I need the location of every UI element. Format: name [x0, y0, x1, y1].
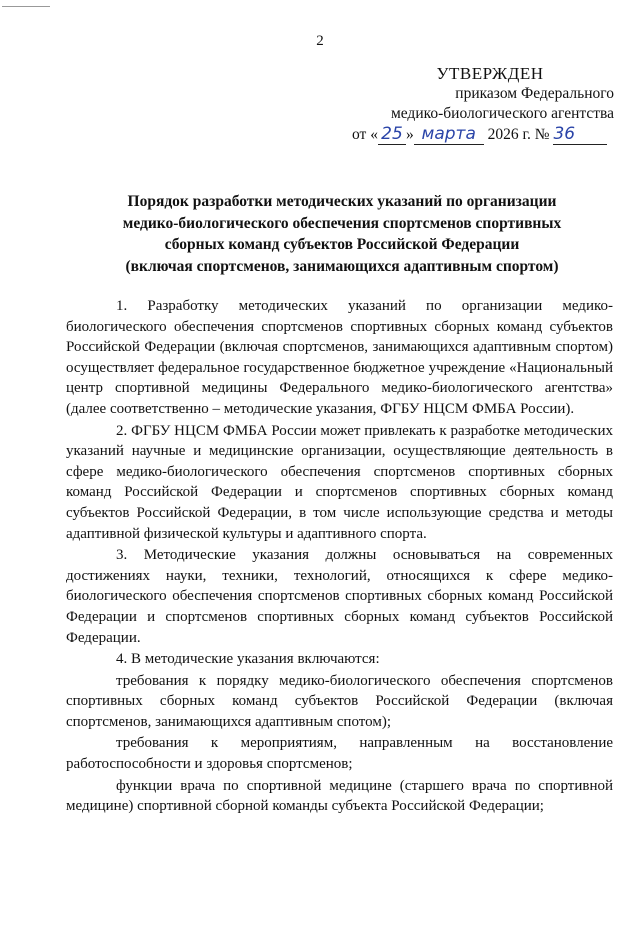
document-body [66, 296, 613, 818]
order-number-handwritten: 36 [553, 124, 607, 145]
title-line: Порядок разработки методических указаний по организации [127, 193, 557, 210]
date-mid: » [405, 126, 414, 143]
corner-mark [2, 6, 50, 7]
list-item-3: функции врача по спортивной медицине (старшего врача по спортивной медицине) спортивной сборной команды субъекта Российской Федерации; [66, 777, 613, 815]
list-item-1: требования к порядку медико-биологического обеспечения спортсменов спортивных сборных команд субъектов Российской Федерации (включая спортсменов, занимающихся адаптивным спотом); [66, 672, 613, 730]
paragraph-1: 1. Разработку методических указаний по организации медико-биологического обеспечения спортсменов спортивных сборных команд субъектов Российской Федерации (включая спортсменов, занимающихся адаптивным спортом) осуществляет федеральное государственное бюджетное учреждение «Национальный центр спортивной медицины Федерального медико-биологического агентства» (далее соответственно – методические указания, ФГБУ НЦСМ ФМБА России). [66, 298, 613, 417]
date-prefix: от « [352, 126, 378, 143]
title-line: медико-биологического обеспечения спортсменов спортивных [122, 214, 562, 232]
approval-line-2: медико-биологического агентства [390, 105, 614, 122]
paragraph-3: 3. Методические указания должны основываться на современных достижениях науки, техники, технологий, относящихся к сфере медико-биологического обеспечения спортсменов спортивных сборных команд Российской Федерации и спортсменов спортивных сборных команд субъектов Российской Федерации. [66, 547, 613, 646]
document-title [60, 191, 624, 277]
paragraph-2: 2. ФГБУ НЦСМ ФМБА России может привлекать к разработке методических указаний научные и медицинские организации, осуществляющие деятельность в сфере медико-биологического обеспечения спортсменов спортивных сборных команд Российской Федерации и спортсменов спортивных сборных команд субъектов Российской Федерации, в том числе использующие средства и методы адаптивной физической культуры и адаптивного спорта. [66, 422, 613, 542]
approval-date-line [352, 124, 614, 145]
list-item-2: требования к мероприятиям, направленным на восстановление работоспособности и здоровья спортсменов; [66, 735, 613, 773]
page-number: 2 [316, 33, 324, 49]
approval-line-1: приказом Федерального [455, 85, 614, 102]
title-line: сборных команд субъектов Российской Федерации [164, 236, 520, 253]
approval-block [352, 64, 614, 145]
date-year: 2026 г. № [487, 126, 550, 143]
date-day-handwritten: 25 [378, 124, 406, 145]
date-month-handwritten: марта [414, 124, 484, 145]
title-line: (включая спортсменов, занимающихся адаптивным спортом) [125, 257, 559, 275]
paragraph-4: 4. В методические указания включаются: [116, 651, 380, 668]
approval-title: УТВЕРЖДЕН [436, 64, 544, 83]
